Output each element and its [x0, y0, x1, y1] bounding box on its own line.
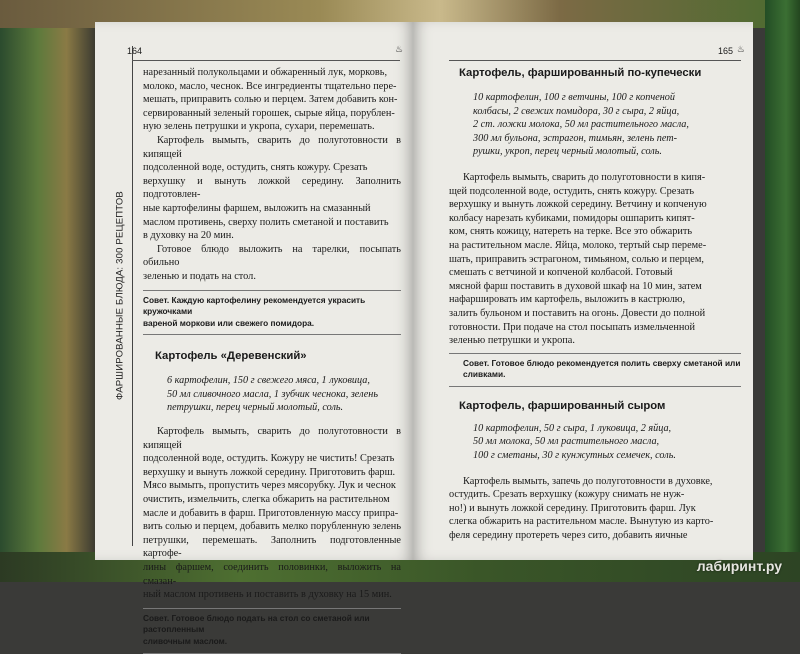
paragraph-line: верхушку и вынуть ложкой середину. Ветчину и копченую [449, 199, 707, 211]
tip-line: Совет. Каждую картофелину рекомендуется украсить кружочками [143, 294, 366, 317]
ingredients-list [473, 422, 741, 463]
tip-box [143, 613, 401, 648]
tip-line: Совет. Готовое блюдо подать на стол со сметаной или растопленным [143, 612, 370, 635]
paragraph-line: ные картофелины фаршем, выложить на смазанный [143, 202, 371, 214]
ingredient-line: 50 мл молока, 50 мл растительного масла, [473, 436, 660, 448]
header-rule [132, 60, 400, 61]
paragraph-line: колбасу нарезать кубиками, помидоры ошпарить кипят- [449, 212, 695, 224]
page-number-right: 165 [717, 46, 733, 56]
paragraph-line: Готовое блюдо выложить на тарелки, посыпать обильно [143, 243, 401, 269]
tip-rule [449, 386, 741, 387]
paragraph-line: ный маслом противень и поставить в духовку на 15 мин. [143, 589, 392, 601]
paragraph-line: ком, снять кожицу, натереть на терке. Все это обжарить [449, 226, 693, 238]
tip-rule [143, 290, 401, 291]
paragraph-line: лины фаршем, соединить половинки, выложить на смазан- [143, 562, 401, 587]
right-column [449, 66, 741, 543]
ingredient-line: 2 ст. ложки молока, 50 мл растительного масла, [473, 119, 689, 131]
paragraph-line: готовности. При подаче на стол посыпать измельченной [449, 321, 696, 333]
running-header-strip [115, 62, 127, 532]
paragraph-line: смешать с ветчиной и копченой колбасой. Готовый [449, 267, 673, 279]
running-header: ФАРШИРОВАННЫЕ БЛЮДА: 300 РЕЦЕПТОВ [114, 191, 126, 400]
chef-hat-icon: ♨ [395, 44, 404, 54]
paragraph-line: очистить, измельчить, слегка обжарить на растительном [143, 494, 390, 506]
tip-box [143, 295, 401, 330]
tip-box [463, 358, 741, 381]
paragraph-line: феля середину протереть через сито, добавить яичные [449, 530, 688, 542]
ingredient-line: 10 картофелин, 50 г сыра, 1 луковица, 2 яйца, [473, 422, 672, 434]
paragraph-line: вить солью и перцем, добавить мелко порубленную зелень [143, 521, 402, 533]
paragraph-line: но!) и вынуть ложкой середину. Приготовить фарш. Лук [449, 502, 696, 514]
paragraph-line: остудить. Срезать верхушку (кожуру снимать не нуж- [449, 489, 685, 501]
chef-hat-icon: ♨ [736, 44, 745, 54]
paragraph-line: Картофель вымыть, сварить до полуготовности в кипящей [143, 134, 401, 160]
ingredient-line: петрушки, перец черный молотый, соль. [167, 402, 344, 414]
paragraph-line: молоко, масло, чеснок. Все ингредиенты тщательно пере- [143, 80, 397, 92]
paragraph-line: подсоленной воде, остудить. Кожуру не чистить! Срезать [143, 453, 395, 465]
book-cover-right [765, 0, 800, 582]
recipe-title: Картофель «Деревенский» [155, 350, 307, 363]
ingredient-line: 300 мл бульона, эстрагон, тимьян, зелень пет- [473, 132, 678, 144]
paragraph-line: мешать, приправить солью и перцем. Затем добавить кон- [143, 94, 398, 106]
paragraph-line: Картофель вымыть, сварить до полуготовности в кипящей [143, 426, 401, 451]
paragraph-line: Картофель вымыть, запечь до полуготовности в духовке, [463, 475, 713, 487]
ingredients-list [167, 374, 401, 415]
watermark-text: лабиринт.ру [696, 558, 782, 574]
paragraph-line: щей подсоленной воде, остудить, снять кожуру. Срезать [449, 185, 695, 197]
paragraph-line: залить бульоном и поставить на огонь. Довести до полной [449, 307, 706, 319]
watermark [697, 558, 782, 574]
paragraph-line: сервированный зеленый горошек, сырые яйца, порублен- [143, 107, 395, 119]
paragraph-line: верхушку и вынуть ложкой середину. Заполнить подготовлен- [143, 175, 401, 201]
vertical-rule [132, 46, 133, 546]
paragraph-line: нарезанный полукольцами и обжаренный лук, морковь, [143, 67, 388, 78]
ingredient-line: 6 картофелин, 150 г свежего мяса, 1 луковица, [167, 375, 370, 387]
recipe-title: Картофель, фаршированный по-купечески [459, 67, 702, 79]
paragraph-line: ную зелень петрушки и укропа, сухари, перемешать. [143, 121, 375, 133]
left-column [143, 66, 401, 654]
recipe-title: Картофель, фаршированный сыром [459, 399, 666, 412]
paragraph-line: мясной фарш поставить в духовой шкаф на 10 мин, затем [449, 280, 702, 292]
ingredients-list [473, 91, 741, 159]
paragraph-line: Картофель вымыть, сварить до полуготовности в кипя- [463, 171, 706, 183]
paragraph-line: Мясо вымыть, пропустить через мясорубку. Лук и чеснок [143, 480, 396, 492]
ingredient-line: колбасы, 2 свежих помидора, 30 г сыра, 2 яйца, [473, 105, 680, 117]
tip-rule [449, 353, 741, 354]
paragraph-line: на растительном масле. Яйца, молоко, тертый сыр переме- [449, 239, 707, 251]
left-page [95, 22, 413, 646]
ingredient-line: 10 картофелин, 100 г ветчины, 100 г копченой [473, 92, 675, 103]
ingredient-line: рушки, укроп, перец черный молотый, соль. [473, 146, 662, 158]
tip-line: вареной моркови или свежего помидора. [143, 317, 315, 328]
tip-line: Совет. Готовое блюдо рекомендуется полить сверху сметаной или [463, 357, 741, 368]
right-page [413, 22, 753, 560]
paragraph-line: в духовку на 20 мин. [143, 230, 234, 242]
paragraph-line: подсоленной воде, остудить, снять кожуру. Срезать [143, 162, 368, 174]
ingredient-line: 100 г сметаны, 30 г кунжутных семечек, соль. [473, 450, 676, 462]
tip-rule [143, 653, 401, 654]
paragraph-line: нафаршировать им картофель, выложить в кастрюлю, [449, 294, 686, 306]
tip-line: сливками. [463, 369, 506, 380]
header-rule [449, 60, 741, 61]
book-cover-left [0, 0, 95, 582]
page-number-left: 164 [127, 46, 143, 56]
tip-line: сливочным маслом. [143, 635, 228, 646]
paragraph-line: петрушки, перемешать. Заполнить подготовленные картофе- [143, 534, 401, 560]
paragraph-line: маслом противень, сверху полить сметаной и поставить [143, 216, 389, 228]
ingredient-line: 50 мл сливочного масла, 1 зубчик чеснока, зелень [167, 388, 378, 400]
paragraph-line: шать, приправить эстрагоном, тимьяном, солью и перцем, [449, 253, 704, 265]
tip-rule [143, 608, 401, 609]
paragraph-line: верхушку и вынуть ложкой середину. Приготовить фарш. [143, 466, 396, 478]
tip-rule [143, 334, 401, 335]
paragraph-line: масле и добавить в фарш. Приготовленную массу припра- [143, 507, 399, 519]
paragraph-line: слегка обжарить на растительном масле. Вынутую из карто- [449, 516, 714, 528]
paragraph-line: зеленью петрушки и укропа. [449, 335, 575, 347]
paragraph-line: зеленью и подать на стол. [143, 270, 256, 282]
